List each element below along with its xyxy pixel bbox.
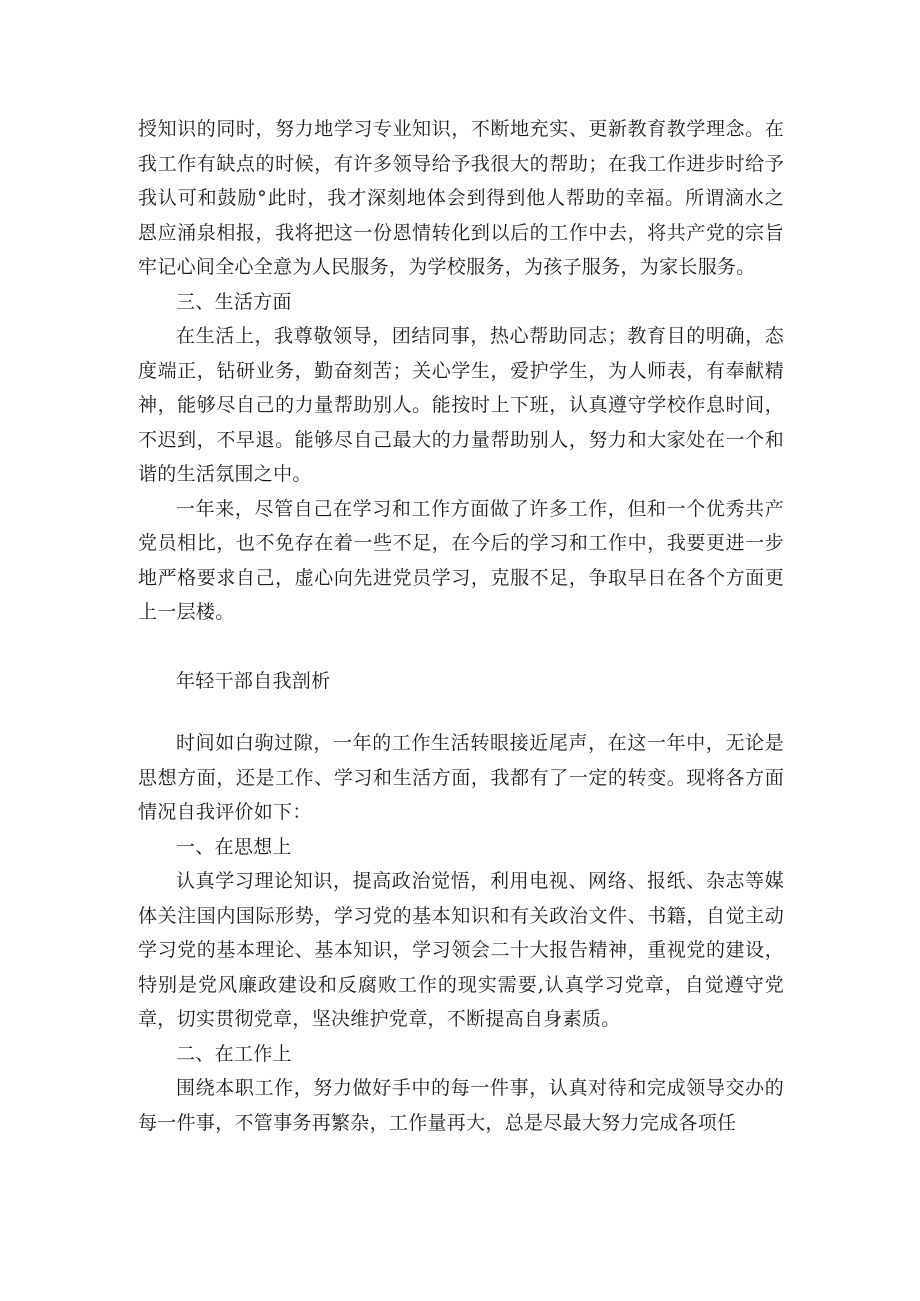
- paragraph-service: 授知识的同时，努力地学习专业知识，不断地充实、更新教育教学理念。在我工作有缺点的时候，有许多领导给予我很大的帮助；在我工作进步时给予我认可和鼓励°此时，我才深刻地体会到得到他人帮助的幸福。所谓滴水之恩应涌泉相报，我将把这一份恩情转化到以后的工作中去，将共产党的宗旨牢记心间全心全意为人民服务，为学校服务，为孩子服务，为家长服务。: [138, 118, 784, 278]
- paragraph-work: 围绕本职工作，努力做好手中的每一件事，认真对待和完成领导交办的每一件事，不管事务再繁杂，工作量再大，总是尽最大努力完成各项任: [138, 1077, 784, 1134]
- paragraph-thought: 认真学习理论知识，提高政治觉悟，利用电视、网络、报纸、杂志等媒体关注国内国际形势，学习党的基本知识和有关政治文件、书籍，自觉主动学习党的基本理论、基本知识，学习领会二十大报告精神，重视党的建设，特别是党风廉政建设和反腐败工作的现实需要,认真学习党章，自觉遵守党章，切实贯彻党章，坚决维护党章，不断提高自身素质。: [138, 870, 784, 1030]
- spacer: [138, 630, 784, 664]
- paragraph-intro: 时间如白驹过隙，一年的工作生活转眼接近尾声，在这一年中，无论是思想方面，还是工作、学习和生活方面，我都有了一定的转变。现将各方面情况自我评价如下：: [138, 732, 784, 823]
- paragraph-life: 在生活上，我尊敬领导，团结同事，热心帮助同志；教育目的明确，态度端正，钻研业务，勤奋刻苦；关心学生，爱护学生，为人师表，有奉献精神，能够尽自己的力量帮助别人。能按时上下班，认真遵守学校作息时间，不迟到，不早退。能够尽自己最大的力量帮助别人，努力和大家处在一个和谐的生活氛围之中。: [138, 325, 784, 485]
- section-heading-life: 三、生活方面: [176, 290, 292, 313]
- paragraph-summary: 一年来，尽管自己在学习和工作方面做了许多工作，但和一个优秀共产党员相比，也不免存在着一些不足，在今后的学习和工作中，我要更进一步地严格要求自己，虚心向先进党员学习，克服不足，争取早日在各个方面更上一层楼。: [138, 497, 784, 623]
- article-title: 年轻干部自我剖析: [176, 669, 331, 692]
- section-heading-thought: 一、在思想上: [176, 835, 292, 858]
- spacer: [138, 698, 784, 726]
- section-heading-work: 二、在工作上: [176, 1042, 292, 1065]
- document-page: [138, 112, 784, 1140]
